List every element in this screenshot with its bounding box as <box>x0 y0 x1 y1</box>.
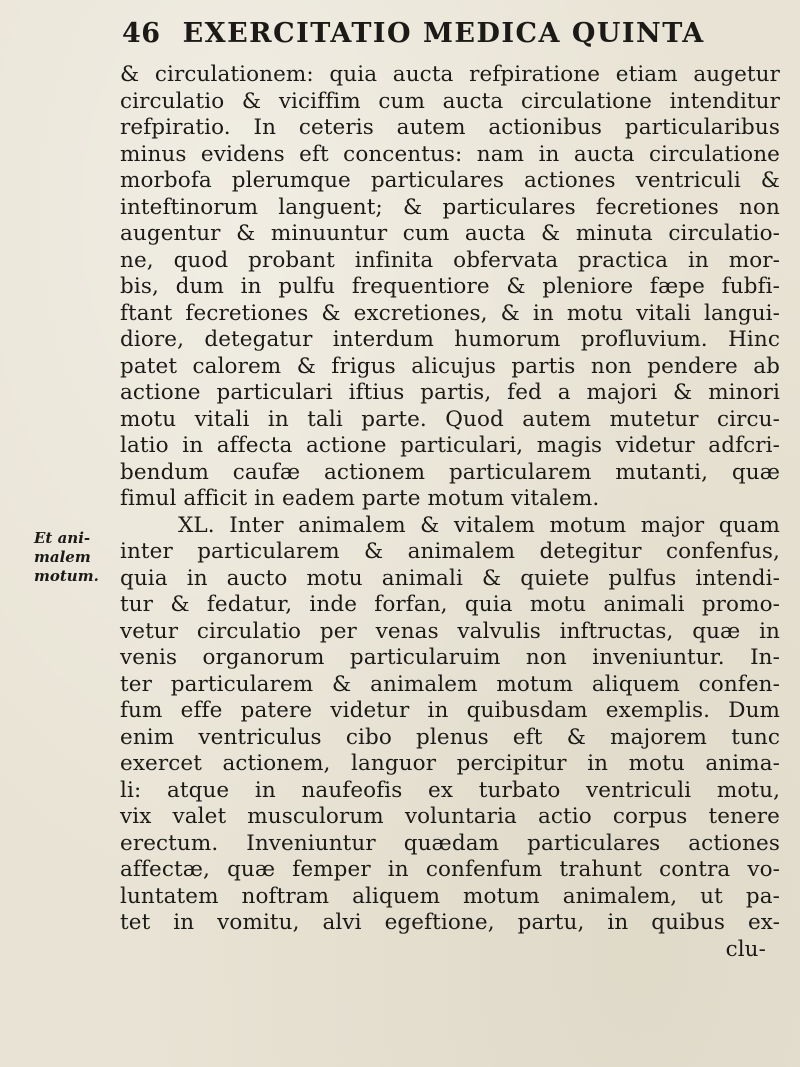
margin-note-line: Et ani- <box>34 529 91 547</box>
text-line: exercet actionem, languor percipitur in motu anima- <box>120 751 780 776</box>
text-line: diore, detegatur interdum humorum profluvium. Hinc <box>120 327 780 352</box>
margin-note <box>34 529 112 586</box>
text-line: affectæ, quæ femper in confenfum trahunt contra vo- <box>120 857 780 882</box>
text-line: fum effe patere videtur in quibusdam exemplis. Dum <box>120 698 780 723</box>
text-line: ne, quod probant infinita obfervata practica in mor- <box>120 247 780 273</box>
text-line: enim ventriculus cibo plenus eft & majorem tunc <box>120 724 780 750</box>
body-text <box>120 62 780 963</box>
text-line: vix valet musculorum voluntaria actio corpus tenere <box>120 804 780 829</box>
margin-note-line: malem <box>34 548 91 566</box>
text-line: minus evidens eft concentus: nam in aucta circulatione <box>120 141 780 167</box>
text-line: inter particularem & animalem detegitur confenfus, <box>120 539 780 564</box>
text-line: quia in aucto motu animali & quiete pulfus intendi- <box>120 565 780 591</box>
text-line: tur & fedatur, inde forfan, quia motu animali promo- <box>120 592 780 617</box>
text-line: patet calorem & frigus alicujus partis non pendere ab <box>120 353 780 379</box>
text-line: latio in affecta actione particulari, magis videtur adfcri- <box>120 433 780 458</box>
text-line: morbofa plerumque particulares actiones ventriculi & <box>120 168 780 193</box>
text-line: ftant fecretiones & excretiones, & in motu vitali langui- <box>120 300 780 326</box>
text-line: refpiratio. In ceteris autem actionibus particularibus <box>120 115 780 140</box>
text-line: fimul afficit in eadem parte motum vitalem. <box>120 486 600 511</box>
text-line: circulatio & viciffim cum aucta circulatione intenditur <box>120 88 780 114</box>
text-line: vetur circulatio per venas valvulis inftructas, quæ in <box>120 618 780 644</box>
text-line: ter particularem & animalem motum aliquem confen- <box>120 671 780 697</box>
text-line: bis, dum in pulfu frequentiore & pleniore fæpe fubfi- <box>120 274 780 299</box>
text-line: & circulationem: quia aucta refpiratione etiam augetur <box>120 62 780 87</box>
page-header <box>122 18 762 58</box>
text-line: inteftinorum languent; & particulares fecretiones non <box>120 194 780 220</box>
text-line: erectum. Inveniuntur quædam particulares actiones <box>120 830 780 856</box>
text-line: motu vitali in tali parte. Quod autem mutetur circu- <box>120 406 780 432</box>
text-line: bendum caufæ actionem particularem mutanti, quæ <box>120 459 780 485</box>
running-head: EXERCITATIO MEDICA QUINTA <box>182 18 705 49</box>
text-line: augentur & minuuntur cum aucta & minuta circulatio- <box>120 221 780 246</box>
text-line: luntatem noftram aliquem motum animalem, ut pa- <box>120 883 780 909</box>
section-start-line: XL. Inter animalem & vitalem motum major quam <box>178 512 780 538</box>
text-line: li: atque in naufeofis ex turbato ventriculi motu, <box>120 777 780 803</box>
text-line: venis organorum particularuim non inveniuntur. In- <box>120 645 780 670</box>
text-line: tet in vomitu, alvi egeftione, partu, in quibus ex- <box>120 910 780 935</box>
margin-note-line: motum. <box>34 567 99 585</box>
page-number: 46 <box>122 18 161 49</box>
text-line: actione particulari iftius partis, fed a majori & minori <box>120 380 780 405</box>
catchword: clu- <box>725 936 766 962</box>
